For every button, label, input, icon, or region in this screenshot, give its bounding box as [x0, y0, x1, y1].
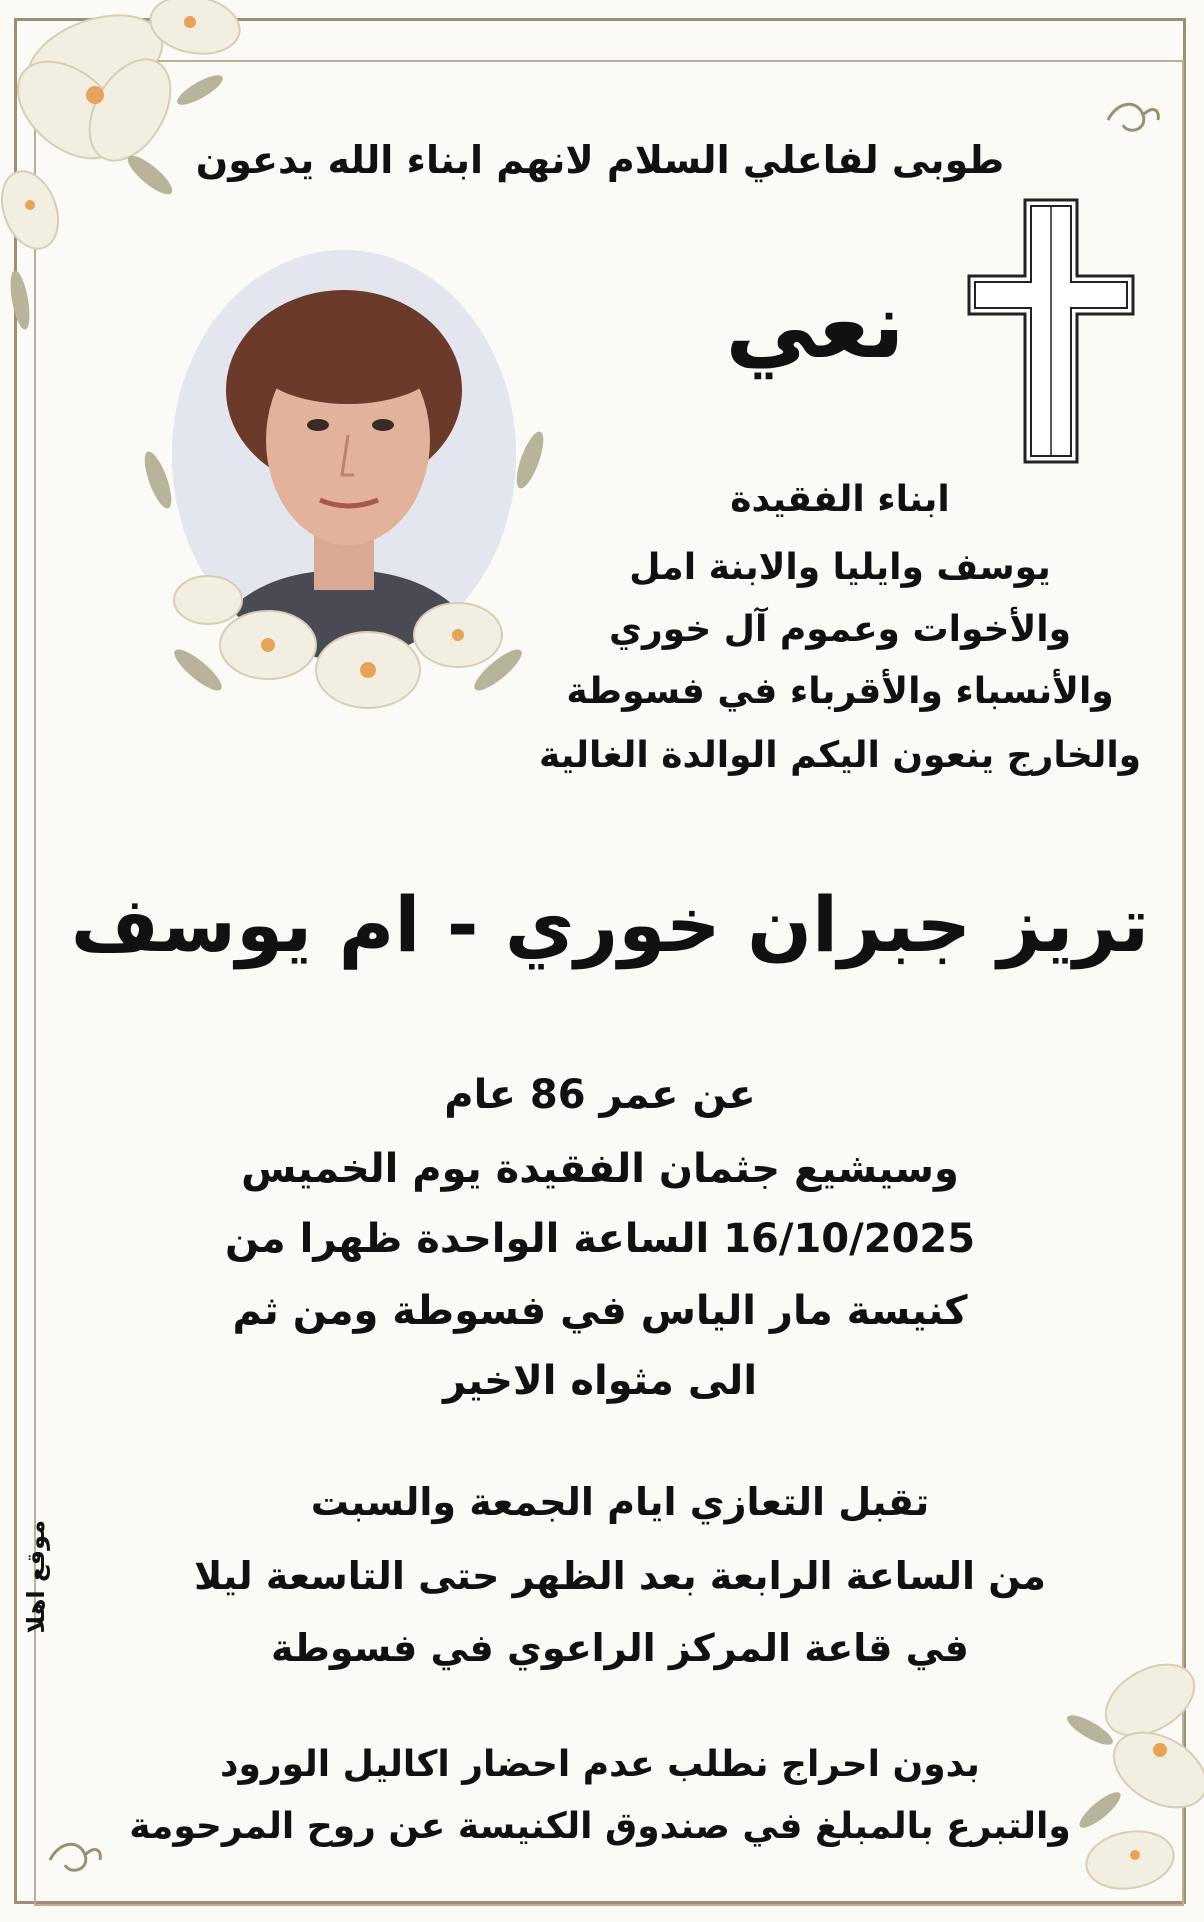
funeral-line: 16/10/2025 الساعة الواحدة ظهرا من: [224, 1216, 976, 1262]
family-line: والأخوات وعموم آل خوري: [608, 609, 1072, 650]
family-line: يوسف وايليا والابنة امل: [629, 547, 1051, 588]
condolence-line: في قاعة المركز الراعوي في فسوطة: [271, 1626, 969, 1670]
deceased-name: تريز جبران خوري - ام يوسف: [70, 880, 1150, 969]
funeral-line: الى مثواه الاخير: [442, 1358, 758, 1404]
family-line: ابناء الفقيدة: [730, 479, 950, 520]
side-watermark: موقع اهلا: [22, 1520, 50, 1634]
condolence-line: تقبل التعازي ايام الجمعة والسبت: [310, 1480, 930, 1524]
corner-flourish-top-right: [1098, 90, 1168, 150]
condolence-line: من الساعة الرابعة بعد الظهر حتى التاسعة ليلا: [194, 1554, 1046, 1598]
deceased-portrait: [138, 250, 550, 720]
note-line: بدون احراج نطلب عدم احضار اكاليل الورود: [220, 1744, 980, 1785]
funeral-line: عن عمر 86 عام: [444, 1072, 756, 1118]
page-title: نعي: [725, 272, 905, 379]
note-line: والتبرع بالمبلغ في صندوق الكنيسة عن روح المرحومة: [129, 1806, 1071, 1847]
funeral-line: كنيسة مار الياس في فسوطة ومن ثم: [232, 1288, 968, 1334]
cross-icon: [965, 196, 1137, 466]
funeral-line: وسيشيع جثمان الفقيدة يوم الخميس: [241, 1146, 959, 1192]
family-line: والخارج ينعون اليكم الوالدة الغالية: [538, 735, 1142, 776]
family-line: والأنسباء والأقرباء في فسوطة: [566, 671, 1114, 712]
motto-verse: طوبى لفاعلي السلام لانهم ابناء الله يدعون: [195, 138, 1005, 182]
